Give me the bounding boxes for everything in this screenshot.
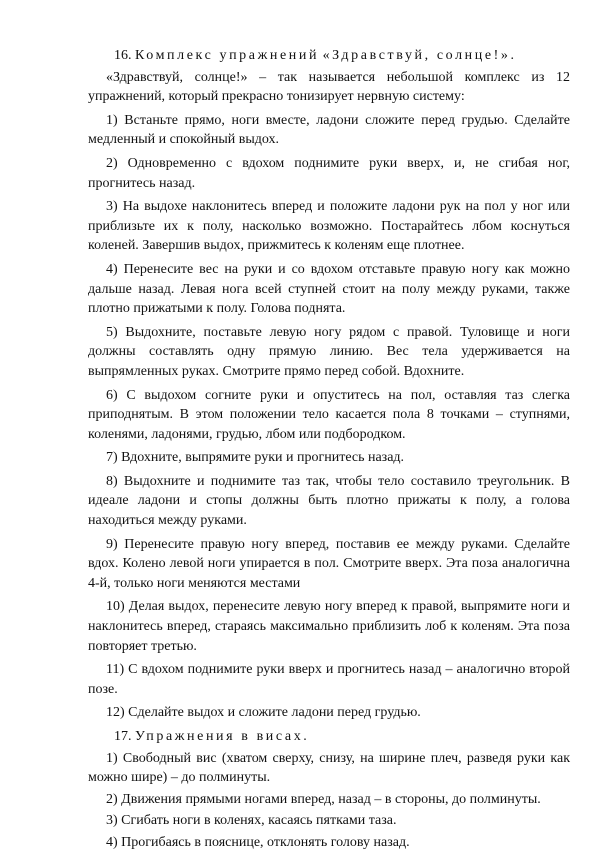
- exercise-17-item-1: 1) Свободный вис (хватом сверху, снизу, на ширине плеч, разведя руки как можно шире) – до полминуты.: [88, 750, 570, 786]
- exercise-16-item-2: 2) Одновременно с вдохом поднимите руки вверх, и, не сгибая ног, прогнитесь назад.: [88, 155, 570, 191]
- exercise-16-item-8: 8) Выдохните и поднимите таз так, чтобы тело составило треугольник. В идеале ладони и стопы должны быть плотно прижаты к полу, а голова находиться между руками.: [88, 473, 570, 529]
- exercise-16-item-11: 11) С вдохом поднимите руки вверх и прогнитесь назад – аналогично второй позе.: [88, 662, 570, 697]
- section-17-heading: [88, 727, 570, 747]
- exercise-16-item-12: 12) Сделайте выдох и сложите ладони перед грудью.: [106, 705, 421, 721]
- exercise-16-item-6: 6) С выдохом согните руки и опуститесь на пол, оставляя таз слегка приподнятым. В этом положении тело касается пола 8 точками – ступнями, коленями, ладонями, грудью, лбом или подбородком.: [88, 387, 570, 442]
- exercise-16-item-5: 5) Выдохните, поставьте левую ногу рядом с правой. Туловище и ноги должны составлять одну прямую линию. Вес тела удерживается на выпрямленных руках. Смотрите прямо перед собой. Вдохните.: [88, 324, 570, 379]
- exercise-17-item-2: 2) Движения прямыми ногами вперед, назад – в стороны, до полминуты.: [106, 791, 541, 807]
- exercise-16-item-9: 9) Перенесите правую ногу вперед, поставив ее между руками. Сделайте вдох. Колено левой ноги упирается в пол. Смотрите вверх. Эта поза аналогична 4-й, только ноги меняются местами: [88, 536, 570, 591]
- section-16-number: 16.: [114, 48, 132, 63]
- exercise-16-item-3: 3) На выдохе наклонитесь вперед и положите ладони рук на пол у ног или приблизьте их к полу, насколько возможно. Постарайтесь лбом коснуться коленей. Завершив выдох, прижмитесь к коленям еще плотнее.: [88, 199, 570, 254]
- section-16-title-name: «Здравствуй, солнце!».: [322, 48, 517, 63]
- exercise-17-item-4: 4) Прогибаясь в пояснице, отклонять голову назад.: [106, 834, 410, 850]
- section-16-intro: «Здравствуй, солнце!» – так называется небольшой комплекс из 12 упражнений, который прекрасно тонизирует нервную систему:: [88, 69, 570, 105]
- exercise-16-item-7: 7) Вдохните, выпрямите руки и прогнитесь назад.: [106, 450, 405, 466]
- exercise-17-item-3: 3) Сгибать ноги в коленях, касаясь пятками таза.: [106, 813, 397, 829]
- section-17-title: Упражнения в висах.: [135, 729, 310, 744]
- exercise-16-item-1: 1) Встаньте прямо, ноги вместе, ладони сложите перед грудью. Сделайте медленный и спокойный выдох.: [88, 112, 570, 148]
- exercise-16-item-4: 4) Перенесите вес на руки и со вдохом отставьте правую ногу как можно дальше назад. Левая нога всей ступней стоит на полу между руками, также плотно прижатыми к полу. Голова поднята.: [88, 261, 570, 317]
- section-17-number: 17.: [114, 729, 132, 744]
- section-16-title: Комплекс упражнений: [135, 48, 320, 63]
- document-page: [88, 46, 570, 855]
- exercise-16-item-10: 10) Делая выдох, перенесите левую ногу вперед к правой, выпрямите ноги и наклонитесь вперед, стараясь максимально приблизить лоб к коленям. Эта поза повторяет третью.: [88, 599, 570, 654]
- section-16-heading: [88, 46, 570, 66]
